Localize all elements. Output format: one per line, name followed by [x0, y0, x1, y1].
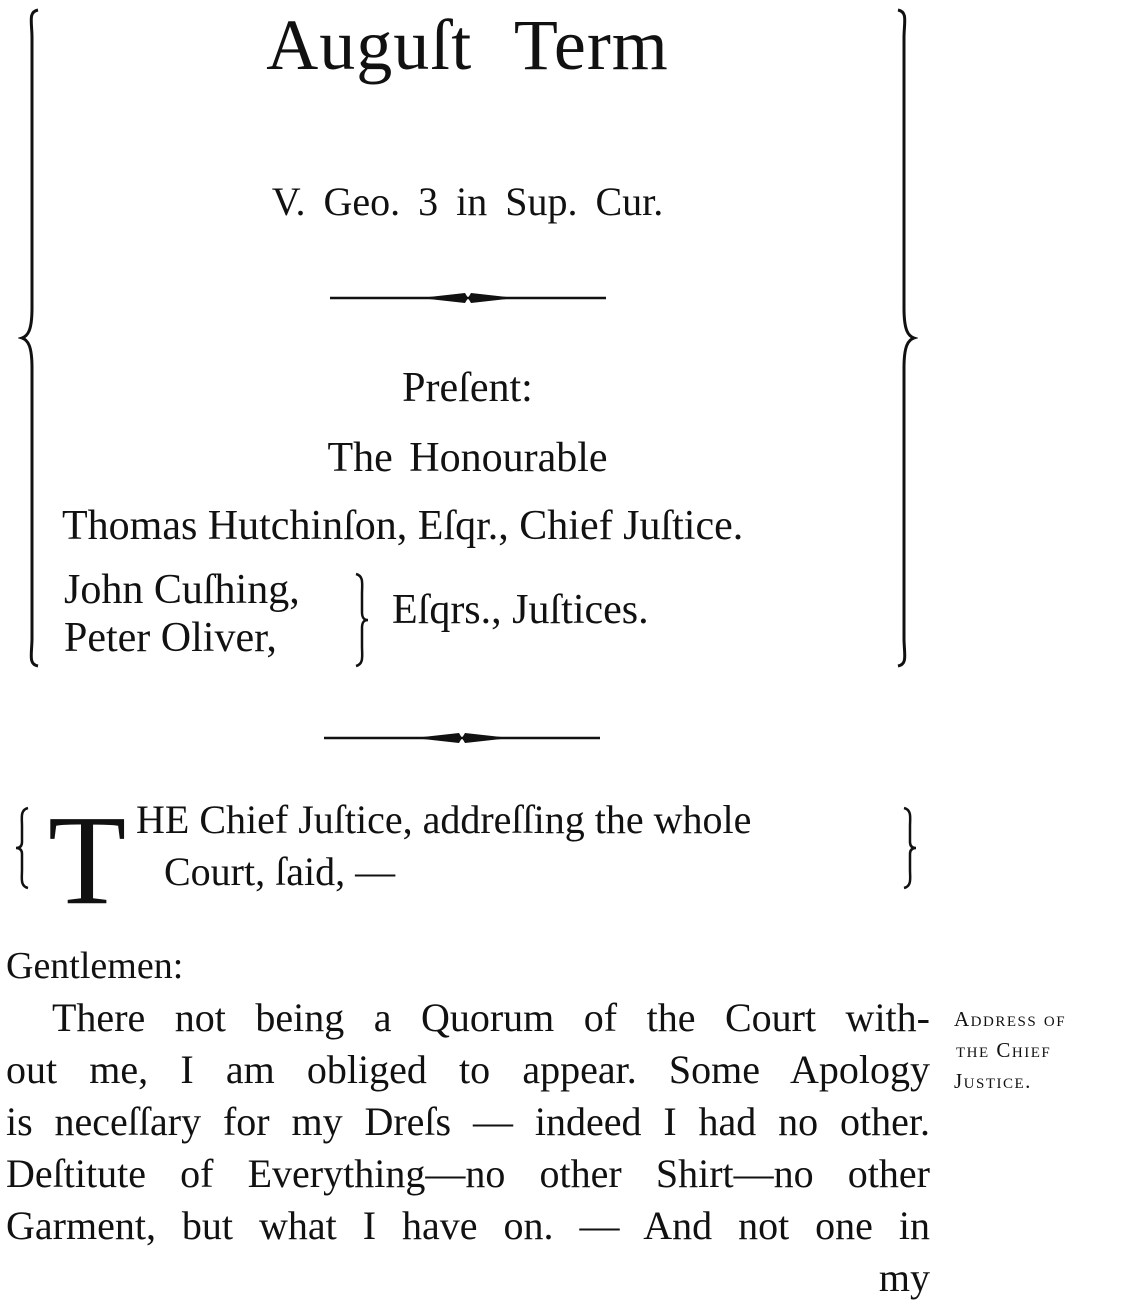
margin-note: [954, 1004, 1119, 1097]
paragraph-line: out me, I am obliged to appear. Some Apology: [6, 1047, 930, 1092]
ornamental-rule: [330, 288, 606, 308]
header-left-brace: [18, 8, 40, 668]
intro-line: HE Chief Juſtice, addreſſing the whole: [136, 797, 752, 842]
chief-justice-line: Thomas Hutchinſon, Eſqr., Chief Juſtice.: [62, 503, 744, 549]
intro-left-brace: [10, 806, 32, 890]
justices-title: Eſqrs., Juſtices.: [392, 587, 649, 633]
margin-note-line: Justice.: [954, 1069, 1032, 1093]
intro-line: Court, ſaid, —: [164, 849, 396, 894]
term-title: Auguſt Term: [266, 5, 669, 85]
salutation: Gentlemen:: [6, 945, 184, 987]
honourable-label: The Honourable: [327, 435, 608, 481]
justice-name: Peter Oliver,: [64, 615, 277, 661]
intro-right-brace: [900, 806, 922, 890]
margin-note-line: Address of: [954, 1007, 1067, 1031]
drop-cap: T: [48, 789, 127, 931]
term-subtitle: V. Geo. 3 in Sup. Cur.: [271, 179, 664, 224]
paragraph-line: is neceſſary for my Dreſs — indeed I had no other.: [6, 1099, 930, 1144]
justice-name: John Cuſhing,: [64, 567, 300, 613]
catchword: my: [878, 1255, 930, 1300]
paragraph-line: Deſtitute of Everything—no other Shirt—no other: [6, 1151, 930, 1196]
paragraph-line: There not being a Quorum of the Court with-: [52, 995, 930, 1040]
margin-note-line: the Chief: [956, 1038, 1052, 1062]
justices-brace: [352, 572, 372, 668]
ornamental-rule: [324, 728, 600, 748]
present-label: Preſent:: [402, 365, 533, 411]
header-right-brace: [896, 8, 918, 668]
paragraph-line: Garment, but what I have on. — And not one in: [6, 1203, 930, 1248]
